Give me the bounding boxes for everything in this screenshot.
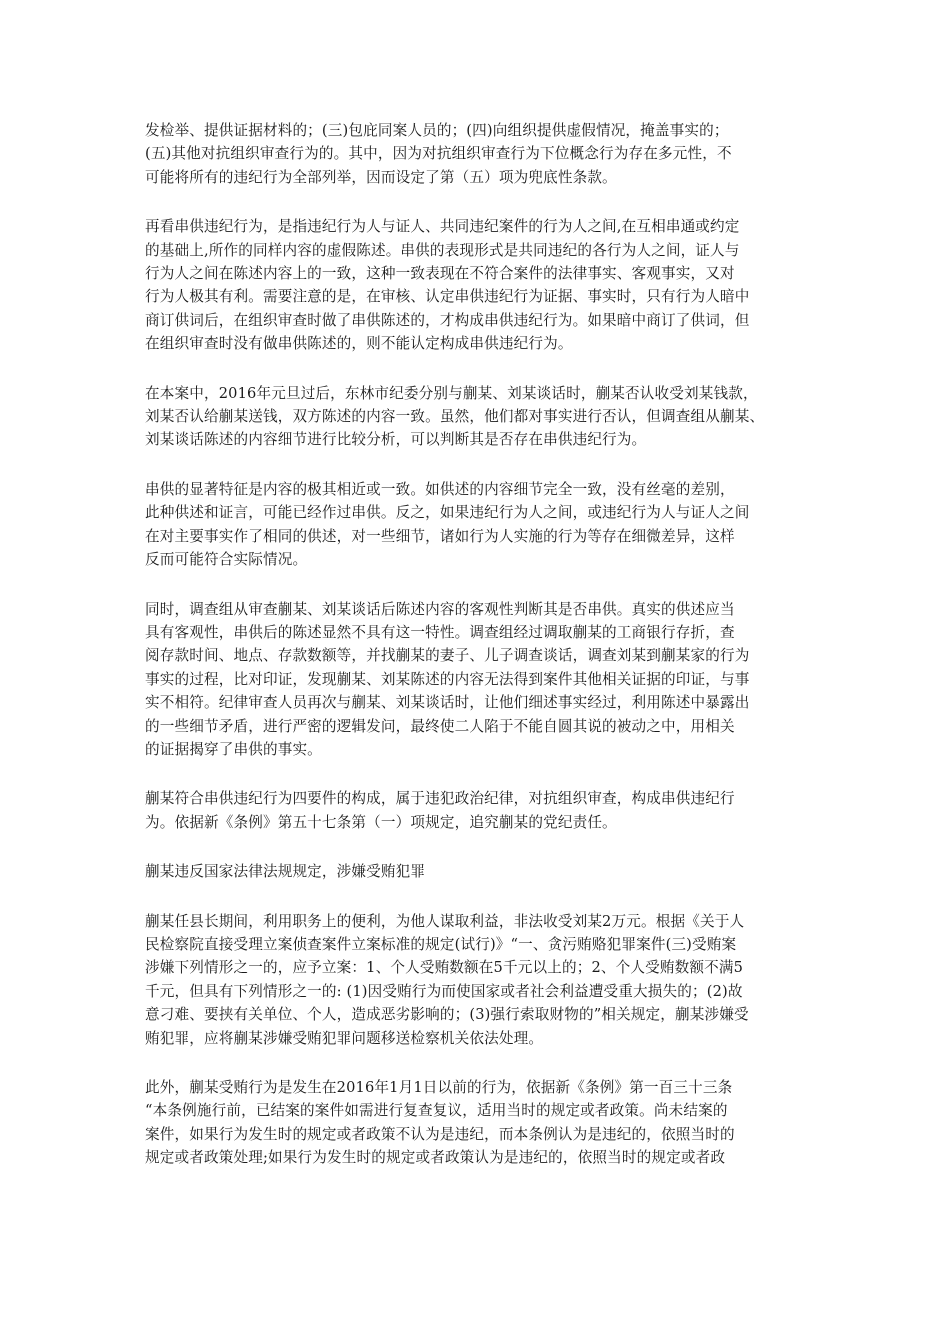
text-line: 民检察院直接受理立案侦查案件立案标准的规定(试行)》“一、贪污贿赂犯罪案件(三)受贿案 xyxy=(145,935,737,953)
text-line: 涉嫌下列情形之一的，应予立案：1、个人受贿数额在5千元以上的；2、个人受贿数额不满5 xyxy=(145,959,744,977)
text-line: 再看串供违纪行为，是指违纪行为人与证人、共同违纪案件的行为人之间,在互相串通或约定 xyxy=(145,218,740,236)
text-line: 意刁难、要挟有关单位、个人，造成恶劣影响的；(3)强行索取财物的”相关规定，蒯某涉嫌受 xyxy=(145,1006,749,1024)
paragraph-6 xyxy=(145,787,810,834)
text-line: 具有客观性，串供后的陈述显然不具有这一特性。调查组经过调取蒯某的工商银行存折，查 xyxy=(145,623,735,641)
text-line: 的基础上,所作的同样内容的虚假陈述。串供的表现形式是共同违纪的各行为人之间，证人与 xyxy=(145,241,740,259)
text-line: 同时，调查组从审查蒯某、刘某谈话后陈述内容的客观性判断其是否串供。真实的供述应当 xyxy=(145,600,735,618)
text-line: 事实的过程，比对印证，发现蒯某、刘某陈述的内容无法得到案件其他相关证据的印证，与事 xyxy=(145,670,750,688)
text-line: 阅存款时间、地点、存款数额等，并找蒯某的妻子、儿子调查谈话，调查刘某到蒯某家的行为 xyxy=(145,647,750,665)
text-line: 发检举、提供证据材料的；(三)包庇同案人员的；(四)向组织提供虚假情况，掩盖事实的； xyxy=(145,122,729,139)
paragraph-3 xyxy=(145,382,810,452)
paragraph-1 xyxy=(145,119,810,189)
section-heading xyxy=(145,860,810,883)
text-line: 规定或者政策处理;如果行为发生时的规定或者政策认为是违纪的，依照当时的规定或者政 xyxy=(145,1149,726,1167)
text-line: 行为人之间在陈述内容上的一致，这种一致表现在不符合案件的法律事实、客观事实，又对 xyxy=(145,265,735,283)
document-body xyxy=(145,119,810,1196)
text-line: 行为人极其有利。需要注意的是，在审核、认定串供违纪行为证据、事实时，只有行为人暗中 xyxy=(145,288,750,306)
paragraph-5 xyxy=(145,598,810,762)
text-line: 在本案中，2016年元旦过后，东林市纪委分别与蒯某、刘某谈话时，蒯某否认收受刘某钱款， xyxy=(145,384,758,402)
text-line: 蒯某符合串供违纪行为四要件的构成，属于违犯政治纪律，对抗组织审查，构成串供违纪行 xyxy=(145,790,735,808)
text-line: 此种供述和证言，可能已经作过串供。反之，如果违纪行为人之间，或违纪行为人与证人之间 xyxy=(145,504,750,522)
text-line: 千元，但具有下列情形之一的: (1)因受贿行为而使国家或者社会利益遭受重大损失的；(2)故 xyxy=(145,982,743,1000)
text-line: 可能将所有的违纪行为全部列举，因而设定了第（五）项为兜底性条款。 xyxy=(145,168,617,186)
text-line: 蒯某任县长期间，利用职务上的便利，为他人谋取利益，非法收受刘某2万元。根据《关于人 xyxy=(145,912,745,930)
text-line: 刘某否认给蒯某送钱，双方陈述的内容一致。虽然，他们都对事实进行否认，但调查组从蒯某、 xyxy=(145,408,765,426)
text-line: 的证据揭穿了串供的事实。 xyxy=(145,740,322,758)
text-line: 商订供词后，在组织审查时做了串供陈述的，才构成串供违纪行为。如果暗中商订了供词，但 xyxy=(145,311,750,329)
text-line: 的一些细节矛盾，进行严密的逻辑发问，最终使二人陷于不能自圆其说的被动之中，用相关 xyxy=(145,717,735,735)
text-line: 串供的显著特征是内容的极其相近或一致。如供述的内容细节完全一致，没有丝毫的差别， xyxy=(145,480,735,498)
text-line: 案件，如果行为发生时的规定或者政策不认为是违纪，而本条例认为是违纪的，依照当时的 xyxy=(145,1125,735,1143)
text-line: 在对主要事实作了相同的供述，对一些细节，诸如行为人实施的行为等存在细微差异，这样 xyxy=(145,527,735,545)
heading-line: 蒯某违反国家法律法规规定，涉嫌受贿犯罪 xyxy=(145,863,426,881)
text-line: 实不相符。纪律审查人员再次与蒯某、刘某谈话时，让他们细述事实经过，利用陈述中暴露出 xyxy=(145,694,750,712)
paragraph-8 xyxy=(145,1076,810,1170)
text-line: 贿犯罪，应将蒯某涉嫌受贿犯罪问题移送检察机关依法处理。 xyxy=(145,1029,544,1047)
text-line: 此外，蒯某受贿行为是发生在2016年1月1日以前的行为，依据新《条例》第一百三十三条 xyxy=(145,1079,733,1096)
text-line: 反而可能符合实际情况。 xyxy=(145,551,308,569)
text-line: (五)其他对抗组织审查行为的。其中，因为对抗组织审查行为下位概念行为存在多元性，不 xyxy=(145,145,732,163)
paragraph-4 xyxy=(145,478,810,572)
paragraph-2 xyxy=(145,215,810,355)
text-line: 为。依据新《条例》第五十七条第（一）项规定，追究蒯某的党纪责任。 xyxy=(145,813,617,831)
text-line: “本条例施行前，已结案的案件如需进行复查复议，适用当时的规定或者政策。尚未结案的 xyxy=(145,1102,728,1120)
text-line: 在组织审查时没有做串供陈述的，则不能认定构成串供违纪行为。 xyxy=(145,335,573,353)
paragraph-7 xyxy=(145,910,810,1050)
text-line: 刘某谈话陈述的内容细节进行比较分析，可以判断其是否存在串供违纪行为。 xyxy=(145,431,647,449)
